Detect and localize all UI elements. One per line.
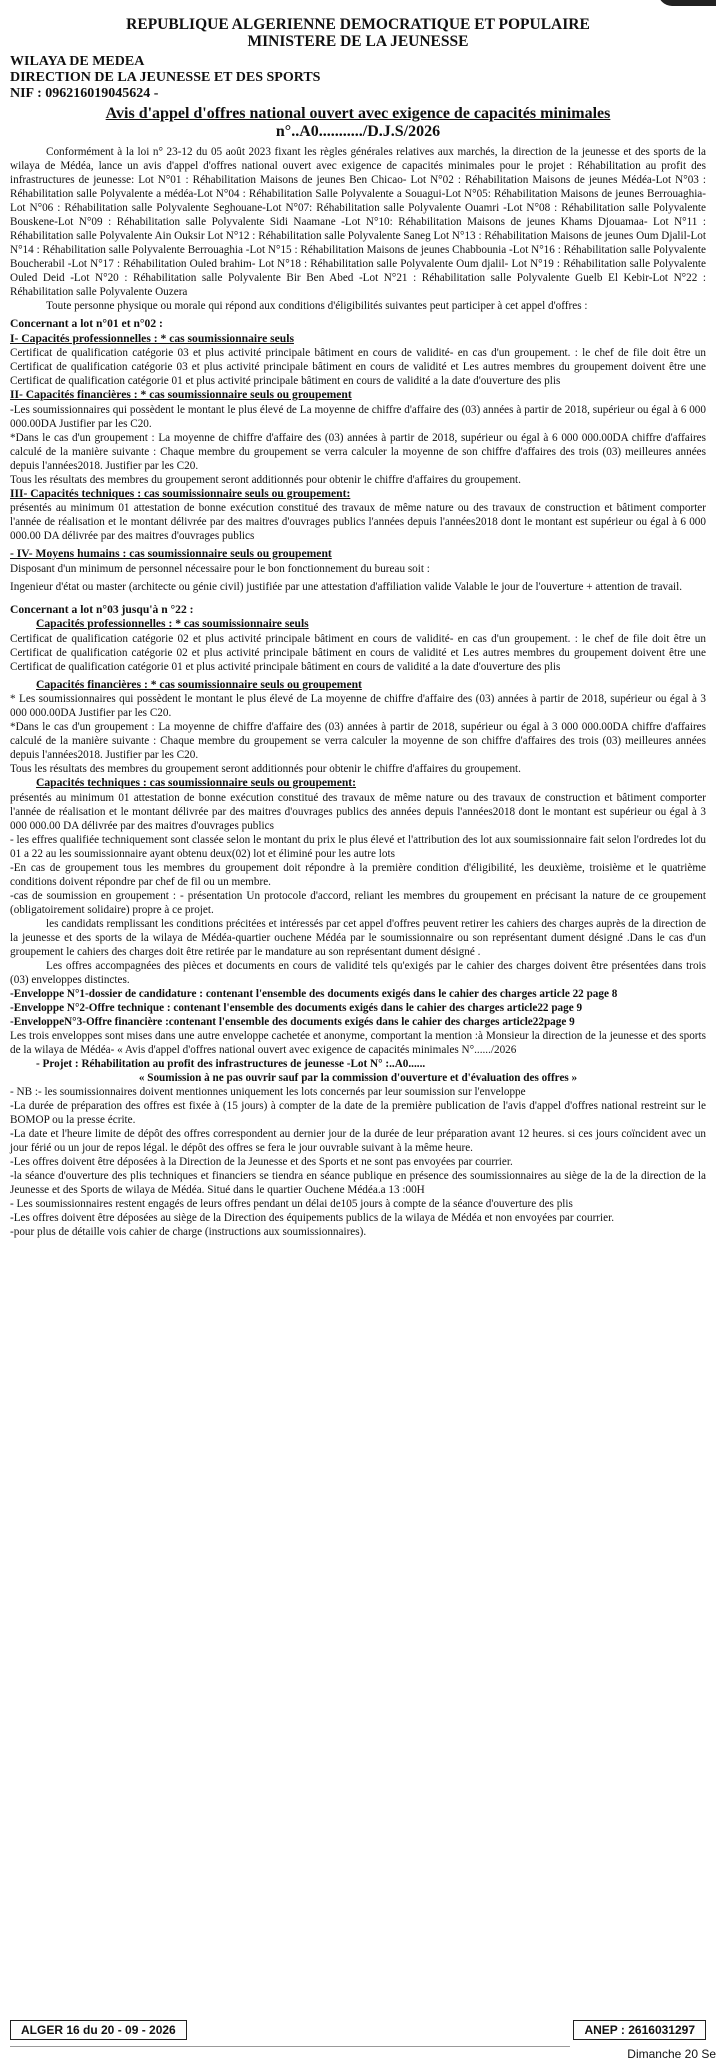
- outer-envelope-rule: Les trois enveloppes sont mises dans une autre enveloppe cachetée et anonyme, comportant la mention :à Monsieur la direction de la jeunesse et des sports de la wilaya de Médéa- « Avis d'appel d'offres national ouvert avec exigence de capacités minimales N°....../2026: [10, 1029, 706, 1056]
- deadline-rule: -La date et l'heure limite de dépôt des offres correspondent au dernier jour de la durée de leur préparation avant 12 heures. si ces jours coïncident avec un jour férié ou un jour de repos légal. le dépôt des offres se fera le jour ouvrable suivant à la même heure.: [10, 1127, 706, 1154]
- human-resources-text-1: Disposant d'un minimum de personnel nécessaire pour le bon fonctionnement du bureau soit :: [10, 562, 430, 575]
- human-resources-text-2: Ingenieur d'état ou master (architecte ou génie civil) justifiée par une attestation d'affiliation valide Valable le jour de l'ouverture + attention de travail.: [10, 580, 683, 593]
- page-corner-tab: [658, 0, 716, 6]
- financial-capacity-text-2-2: *Dans le cas d'un groupement : La moyenne de chiffre d'affaire des (03) années à partir de 2018, supérieur ou égal à 3 000 000.00DA chiffre d'affaires calculé de la manière suivante : Chaque membre du groupement se verra calculer la moyenne de son chiffre d'affaires des trois (03) meilleures années depuis l'années2018. Justifier par les C20.: [10, 721, 706, 761]
- do-not-open-notice: « Soumission à ne pas ouvrir sauf par la commission d'ouverture et d'évaluation des offres »: [138, 1071, 578, 1084]
- withdrawal-rule: les candidats remplissant les conditions précitées et intéressés par cet appel d'offres peuvent retirer les cahiers des charges auprès de la direction de la jeunesse et des sports de la wilaya de Médéa-quartier ouchene Médéa par le soumissionnaire ou son représentant dument désigné .Dans le cas d'un groupement le cahiers des charges doit être retirée par le mandature au son représentant dument désigné .: [10, 917, 706, 958]
- technical-capacity-text: présentés au minimum 01 attestation de bonne exécution constitué des travaux de même nature ou des travaux de construction et bâtiment comporter l'année de réalisation et le montant délivrée par des maitres d'ouvrages publics l'années depuis l'années2018 dont le montant est supérieur ou égal à 6 000 000.00 DA délivrée par des maitres d'ouvrages publics: [10, 502, 706, 542]
- nb-note: - NB :- les soumissionnaires doivent mentionnes uniquement les lots concernés par leur soumission sur l'enveloppe: [10, 1085, 526, 1098]
- ranking-rule: - les effres qualifiée techniquement sont classée selon le montant du prix le plus élevé et l'attribution des lot aux soumissionnaire fait selon l'ordredes lot du 01 a 22 au les soumissionnaire ayant obtenu deux(02) lot et éliminé pour les autre lots: [10, 833, 706, 860]
- lots-01-02-heading: Concernant a lot n°01 et n°02 :: [10, 317, 163, 330]
- republic-heading: REPUBLIQUE ALGERIENNE DEMOCRATIQUE ET POPULAIRE: [126, 16, 590, 33]
- group-eligibility-rule: -En cas de groupement tous les membres du groupement doit répondre à la première condition d'éligibilité, les deuxième, troisième et le quatrième conditions doivent répondre par chef de fil ou un membre.: [10, 861, 706, 888]
- envelope-3: -EnveloppeN°3-Offre financière :contenant l'ensemble des documents exigés dans le cahier des charges article22page 9: [10, 1015, 575, 1028]
- professional-capacity-title: I- Capacités professionnelles : * cas soumissionnaire seuls: [10, 331, 294, 345]
- project-lot-line: - Projet : Réhabilitation au profit des infrastructures de jeunesse -Lot N° :..A0......: [36, 1057, 426, 1070]
- deposit-rule: -Les offres doivent être déposées à la Direction de la Jeunesse et des Sports et ne sont pas envoyées par courrier.: [10, 1155, 513, 1168]
- footer-divider: [10, 2046, 570, 2047]
- financial-capacity-title: II- Capacités financières : * cas soumissionnaire seuls ou groupement: [10, 388, 352, 401]
- envelopes-rule: Les offres accompagnées des pièces et documents en cours de validité tels qu'exigés par le cahier des charges doivent être présentées dans trois (03) enveloppes distinctes.: [10, 959, 706, 986]
- envelope-1: -Enveloppe N°1-dossier de candidature : contenant l'ensemble des documents exigés dans le cahier des charges article 22 page 8: [10, 987, 618, 1000]
- technical-capacity-title-2: Capacités techniques : cas soumissionnaire seuls ou groupement:: [36, 776, 357, 789]
- envelope-2: -Enveloppe N°2-Offre technique : contenant l'ensemble des documents exigés dans le cahier des charges article22 page 9: [10, 1001, 583, 1014]
- deposit-location: -Les offres doivent être déposées au siège de la Direction des équipements publics de la wilaya de Médéa et non envoyées par courrier.: [10, 1211, 615, 1224]
- professional-capacity-text-2: Certificat de qualification catégorie 02 et plus activité principale bâtiment en cours de validité- en cas d'un groupement. : le chef de file doit être un Certificat de qualification catégorie 02 et plus activité principale bâtiment en cours de validité et Les autres membres du groupement doivent être une Certificat de qualification catégorie 01 et plus activité principale bâtiment en cours de validité a la date d'ouverture des plis: [10, 632, 706, 673]
- wilaya-label: WILAYA DE MEDEA: [10, 54, 145, 69]
- technical-capacity-title: III- Capacités techniques : cas soumissionnaire seuls ou groupement:: [10, 486, 351, 500]
- direction-label: DIRECTION DE LA JEUNESSE ET DES SPORTS: [10, 70, 321, 85]
- tender-notice: [10, 16, 706, 1239]
- nif-label: NIF : 096216019045624 -: [10, 86, 159, 101]
- financial-capacity-text-2-3: Tous les résultats des membres du groupement seront additionnés pour obtenir le chiffre d'affaires du groupement.: [10, 763, 521, 775]
- financial-capacity-title-2: Capacités financières : * cas soumissionnaire seuls ou groupement: [36, 677, 362, 691]
- human-resources-title: - IV- Moyens humains : cas soumissionnaire seuls ou groupement: [10, 547, 332, 560]
- lots-03-22-heading: Concernant a lot n°03 jusqu'à n °22 :: [10, 602, 194, 616]
- financial-capacity-text-2: *Dans le cas d'un groupement : La moyenne de chiffre d'affaire des (03) années à partir de 2018, supérieur ou égal à 6 000 000.00DA chiffre d'affaires calculé de la manière suivante : Chaque membre du groupement se verra calculer la moyenne de son chiffre d'affaires des trois (03) meilleures années depuis l'années2018. Justifier par les C20.: [10, 431, 706, 472]
- notice-footer: [10, 2020, 706, 2042]
- ministry-heading: MINISTERE DE LA JEUNESSE: [247, 33, 469, 50]
- financial-capacity-text-2-1: * Les soumissionnaires qui possèdent le montant le plus élevé de La moyenne de chiffre d'affaire des (03) années à partir de 2018, supérieur ou égal à 3 000 000.00DA Justifier par les C20.: [10, 693, 706, 719]
- opening-session: -la séance d'ouverture des plis techniques et financiers se tiendra en séance publique en présence des soumissionnaires au siège de la de la direction de la Jeunesse et des Sports de wilaya de Médéa. Situé dans le quartier Ouchene Médéa.a 13 :00H: [10, 1169, 706, 1196]
- more-details: -pour plus de détaille vois cahier de charge (instructions aux soumissionnaires).: [10, 1225, 367, 1238]
- technical-capacity-text-2: présentés au minimum 01 attestation de bonne exécution constitué des travaux de même nature ou des travaux de construction et bâtiment comporter l'année de réalisation et le montant délivrée par des maitres d'ouvrages publics des années depuis l'années2018 dont le montant est supérieur ou égal à 3 000 000.00 DA délivrée par des maitres d'ouvrages publics: [10, 791, 706, 832]
- group-protocol-rule: -cas de soumission en groupement : - présentation Un protocole d'accord, reliant les membres du groupement en précisant la nature de ce groupement (obligatoirement solidaire) propre à ce projet.: [10, 889, 706, 916]
- eligibility-paragraph: Toute personne physique ou morale qui répond aux conditions d'éligibilités suivantes peut participer à cet appel d'offres :: [46, 300, 588, 312]
- anep-reference: ANEP : 2616031297: [573, 2020, 706, 2040]
- intro-paragraph: Conformément à la loi n° 23-12 du 05 août 2023 fixant les règles générales relatives aux marchés, la direction de la jeunesse et des sports de la wilaya de Médéa, lance un avis d'appel d'offres national ouvert avec exigence de capacités minimales pour le projet : Réhabilitation au profit des infrastructures de jeunesse: Lot N°01 : Réhabilitation Maisons de jeunes Ben Chicao- Lot N°02 : Réhabilitation Maisons de jeunes Médéa-Lot N°03 : Réhabilitation salle Polyvalente a médéa-Lot N°04 : Réhabilitation Salle Polyvalente a Souagui-Lot N°05: Réhabilitation Maisons de jeunes Berrouaghia-Lot N°06 : Réhabilitation salle Polyvalente Seghouane-Lot N°07: Réhabilitation salle Polyvalente Ouamri -Lot N°08 : Réhabilitation salle Polyvalente Bouskene-Lot N°09 : Réhabilitation salle Polyvalente Sidi Naamane -Lot N°10: Réhabilitation Maisons de jeunes Khams Djouamaa- Lot N°11 : Réhabilitation salle Polyvalente Ain Ouksir Lot N°12 : Réhabilitation salle Polyvalente Saneg Lot N°13 : Réhabilitation Maisons de jeunes Oum Djalil-Lot N°14 : Réhabilitation salle Polyvalente Berrouaghia -Lot N°15 : Réhabilitation Maisons de jeunes Chabbounia -Lot N°16 : Réhabilitation salle Polyvalente Boucherabil -Lot N°17 : Réhabilitation Ouled brahim- Lot N°18 : Réhabilitation salle Polyvalente Oum djalil- Lot N°19 : Réhabilitation salle Polyvalente Ouled Deid -Lot N°20 : Réhabilitation salle Polyvalente Bir Ben Abed -Lot N°21 : Réhabilitation salle Polyvalente Guelb El Kebir-Lot N°22 : Réhabilitation salle Polyvalente Ouzera: [10, 146, 706, 298]
- notice-number: n°..A0.........../D.J.S/2026: [275, 123, 441, 140]
- validity-period: - Les soumissionnaires restent engagés de leurs offres pendant un délai de105 jours à compte de la séance d'ouverture des plis: [10, 1197, 573, 1210]
- notice-title: Avis d'appel d'offres national ouvert avec exigence de capacités minimales: [105, 105, 611, 122]
- financial-capacity-text-1: -Les soumissionnaires qui possèdent le montant le plus élevé de La moyenne de chiffre d'affaire des (03) années à partir de 2018, supérieur ou égal à 6 000 000.00DA Justifier par les C20.: [10, 403, 706, 430]
- financial-capacity-text-3: Tous les résultats des membres du groupement seront additionnés pour obtenir le chiffre d'affaires du groupement.: [10, 473, 521, 486]
- page-date: Dimanche 20 Se: [627, 2047, 716, 2061]
- publication-reference: ALGER 16 du 20 - 09 - 2026: [10, 2020, 187, 2040]
- professional-capacity-title-2: Capacités professionnelles : * cas soumissionnaire seuls: [36, 617, 309, 630]
- preparation-duration: -La durée de préparation des offres est fixée à (15 jours) à compter de la date de la première publication de l'avis d'appel d'offres national restreint sur le BOMOP ou la presse écrite.: [10, 1099, 706, 1126]
- professional-capacity-text: Certificat de qualification catégorie 03 et plus activité principale bâtiment en cours de validité- en cas d'un groupement. : le chef de file doit être un Certificat de qualification catégorie 03 et plus activité principale bâtiment en cours de validité et Les autres membres du groupement doivent être une Certificat de qualification catégorie 01 et plus activité principale bâtiment en cours de validité a la date d'ouverture des plis: [10, 347, 706, 387]
